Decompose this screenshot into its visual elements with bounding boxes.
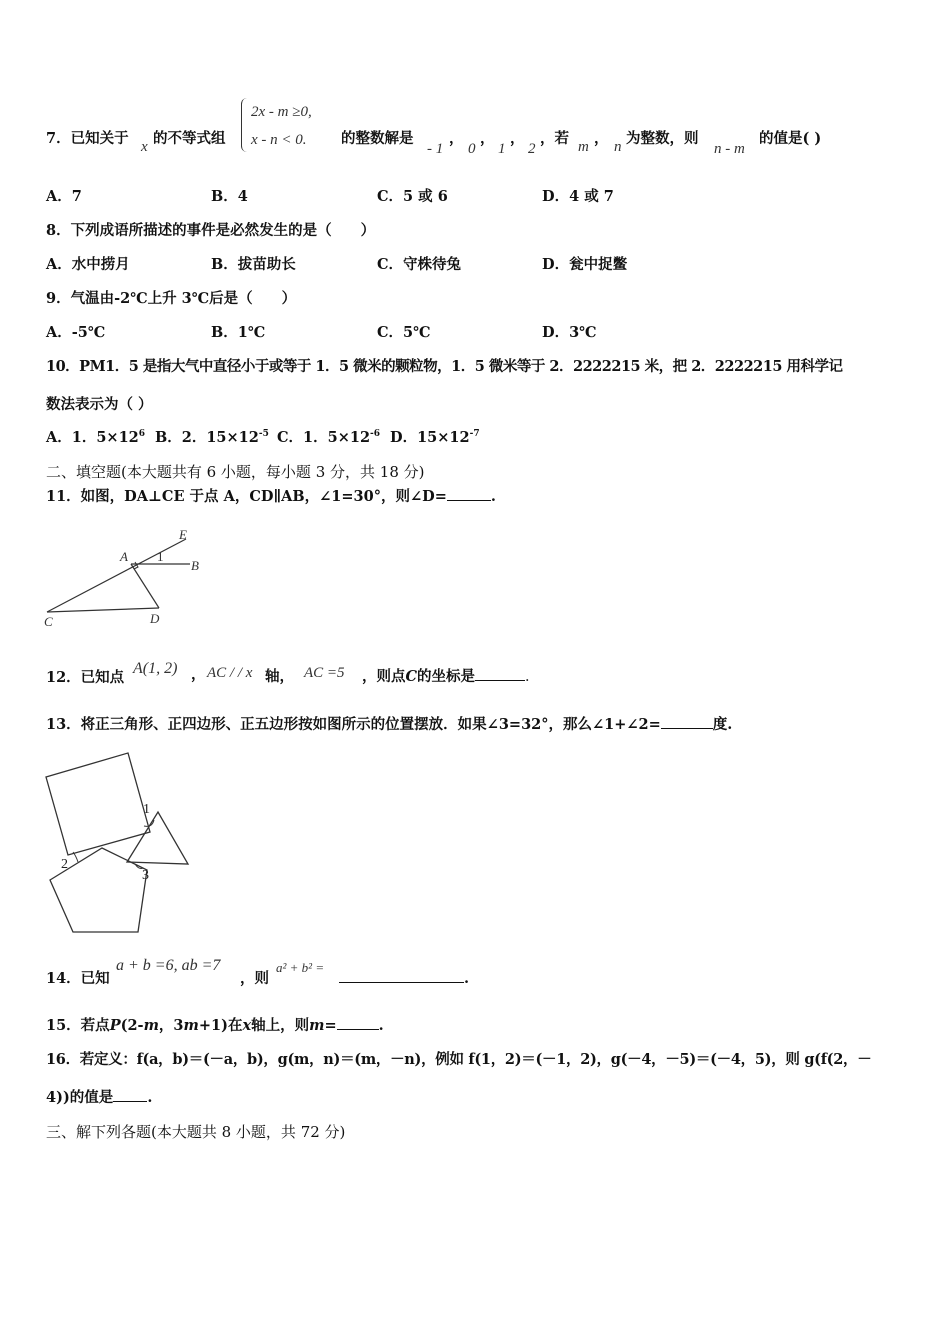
q13-stem-text: 13．将正三角形、正四边形、正五边形按如图所示的位置摆放．如果∠3=32°，那么∠1+∠2= [46, 716, 661, 733]
q15-pre: 15．若点 [46, 1017, 110, 1034]
q9-stem: 9．气温由-2℃上升 3℃后是（ ） [46, 290, 297, 307]
q8-option-b: B．拔苗助长 [211, 256, 296, 273]
q12-period: ． [525, 669, 540, 685]
q7-option-c: C．5 或 6 [377, 188, 448, 205]
q12-tail [362, 668, 540, 686]
q13-label-2: 2 [61, 857, 68, 872]
q15-stem [46, 1017, 384, 1034]
q15-eq: = [324, 1017, 337, 1034]
q16-stem-line2 [46, 1089, 152, 1106]
q12-prefix: 12．已知点 [46, 669, 125, 686]
q11-label-1: 1 [157, 549, 164, 564]
q8-stem: 8．下列成语所描述的事件是必然发生的是（ ） [46, 222, 376, 239]
q15-answer-blank[interactable] [337, 1017, 379, 1030]
q7-option-a: A．7 [46, 188, 82, 205]
q10-option-a-exp: 6 [138, 429, 146, 440]
q13-answer-blank[interactable] [661, 716, 713, 729]
q15-var-p: P [109, 1017, 121, 1034]
q11-label-e: E [179, 527, 187, 542]
q7-option-d: D．4 或 7 [542, 188, 614, 205]
section-2-heading: 二、填空题(本大题共有 6 小题，每小题 3 分，共 18 分) [46, 463, 425, 481]
q10-stem-line2: 数法表示为（ ） [46, 396, 153, 413]
q10-option-d-base: D．15×12 [390, 429, 470, 446]
q11-label-d: D [150, 611, 160, 626]
q10-option-d-exp: -7 [469, 429, 480, 440]
q7-comma-4: ， [594, 130, 609, 147]
q12-post-text2: 的坐标是 [417, 668, 476, 685]
q15-mid: ，3 [158, 1017, 184, 1034]
q9-option-c: C．5℃ [377, 324, 431, 341]
q7-ruo-text: ，若 [540, 130, 569, 147]
q7-value-2: 0 [468, 141, 476, 157]
q15-args: (2- [120, 1017, 144, 1034]
q11-line-ad [131, 564, 159, 608]
q7-prefix: 7．已知关于 [46, 130, 129, 147]
q14-tail [339, 970, 469, 987]
q7-var-n: n [614, 139, 622, 155]
q7-wei-text: 为整数，则 [626, 130, 699, 147]
q7-comma-1: ， [449, 130, 464, 147]
q13-figure [40, 752, 200, 937]
q11-line-ce [47, 539, 186, 612]
q10-option-b-exp: -5 [258, 429, 269, 440]
q10-option-c-exp: -6 [370, 429, 381, 440]
q11-figure [38, 522, 218, 632]
q12-answer-blank[interactable] [475, 668, 525, 681]
q10-option-d [390, 429, 480, 446]
q16-period: . [147, 1089, 153, 1106]
q8-option-c: C．守株待兔 [377, 256, 462, 273]
q14-prefix: 14．已知 [46, 970, 110, 987]
q13-label-1: 1 [143, 802, 150, 817]
q15-var-m3: m [309, 1017, 325, 1034]
q16-stem-line1: 16．若定义：f(a，b)＝(－a，b)，g(m，n)＝(m，－n)，例如 f(1，2)＝(－1，2)，g(－4，－5)＝(－4，5)，则 g(f(2，－ [46, 1051, 872, 1068]
q7-value-4: 2 [528, 141, 536, 157]
q11-label-b: B [191, 558, 199, 573]
q12-point-a: A(1, 2) [133, 660, 178, 677]
q7-expr-n-minus-m: n - m [714, 141, 745, 157]
q16-answer-blank[interactable] [113, 1089, 147, 1102]
q15-var-m1: m [143, 1017, 159, 1034]
q11-tail: . [490, 488, 496, 505]
q10-option-b-base: B．2．15×12 [155, 429, 259, 446]
q7-after-text: 的整数解是 [341, 130, 414, 147]
q10-option-c [277, 429, 380, 446]
q15-mid3: 轴上，则 [251, 1017, 310, 1034]
q14-period: . [464, 970, 470, 987]
q12-axis-text: 轴， [265, 668, 294, 685]
q8-option-a: A．水中捞月 [46, 256, 130, 273]
q15-var-x: x [242, 1017, 252, 1034]
q13-square [46, 753, 150, 855]
q14-expr: a² + b² = [276, 960, 325, 975]
q10-option-b [155, 429, 269, 446]
q7-value-3: 1 [498, 141, 506, 157]
q7-var-m: m [578, 139, 589, 155]
q13-tail: 度. [712, 716, 733, 733]
q14-mid: ，则 [240, 970, 269, 987]
q10-option-c-base: C．1．5×12 [277, 429, 371, 446]
q15-period: . [378, 1017, 384, 1034]
q13-stem [46, 716, 732, 733]
q7-comma-3: ， [510, 130, 525, 147]
q11-answer-blank[interactable] [447, 488, 491, 501]
q7-system-line2: x - n < 0. [251, 132, 307, 148]
q7-comma-2: ， [480, 130, 495, 147]
q15-mid2: +1)在 [198, 1017, 243, 1034]
q11-line-cd [47, 608, 159, 612]
q12-parallel-expr: AC / / x [207, 665, 253, 681]
q12-post-text: ，则点 [362, 668, 406, 685]
q9-option-b: B．1℃ [211, 324, 266, 341]
q16-line2-text: 4))的值是 [46, 1089, 114, 1106]
q7-system-brace [241, 98, 248, 152]
q9-option-a: A．-5℃ [46, 324, 106, 341]
q12-comma: ， [191, 666, 206, 683]
q10-stem-line1: 10．PM1．5 是指大气中直径小于或等于 1．5 微米的颗粒物，1．5 微米等于 2．2222215 米，把 2．2222215 用科学记 [46, 358, 843, 375]
q7-value-1: - 1 [427, 141, 444, 157]
q13-triangle [127, 812, 188, 864]
q11-stem [46, 488, 496, 505]
q8-option-d: D．瓮中捉鳖 [542, 256, 628, 273]
q11-label-a: A [120, 549, 128, 564]
q10-option-a [46, 429, 145, 446]
q15-var-m2: m [183, 1017, 199, 1034]
q7-end-text: 的值是( ) [759, 130, 822, 147]
section-3-heading: 三、解下列各题(本大题共 8 小题，共 72 分) [46, 1123, 346, 1141]
q7-option-b: B．4 [211, 188, 248, 205]
q9-option-d: D．3℃ [542, 324, 597, 341]
q11-stem-text: 11．如图，DA⊥CE 于点 A，CD∥AB，∠1=30°，则∠D= [46, 488, 447, 505]
q14-given-eq: a + b =6, ab =7 [116, 957, 221, 974]
q14-answer-blank[interactable] [339, 970, 464, 983]
q13-label-3: 3 [142, 868, 149, 883]
q7-system-line1: 2x - m ≥0, [251, 104, 312, 120]
q7-var-x: x [141, 139, 148, 155]
q11-label-c: C [44, 614, 53, 629]
q10-option-a-base: A．1．5×12 [46, 429, 139, 446]
q7-mid-text: 的不等式组 [153, 130, 226, 147]
q12-ac-expr: AC =5 [304, 665, 345, 681]
q12-var-c: C [405, 668, 418, 685]
